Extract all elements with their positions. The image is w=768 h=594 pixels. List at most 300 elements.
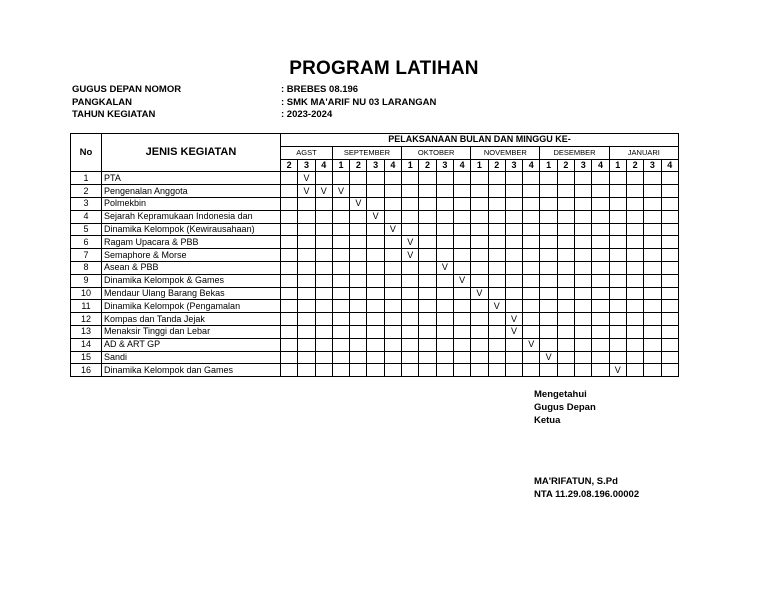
schedule-cell — [540, 197, 557, 210]
schedule-cell — [402, 313, 419, 326]
schedule-cell — [644, 313, 661, 326]
schedule-cell — [281, 300, 298, 313]
schedule-cell — [402, 300, 419, 313]
schedule-cell — [626, 300, 643, 313]
schedule-mark: V — [523, 338, 540, 351]
schedule-cell — [592, 351, 609, 364]
schedule-cell — [523, 351, 540, 364]
schedule-cell — [436, 274, 453, 287]
schedule-cell — [540, 313, 557, 326]
schedule-cell — [626, 185, 643, 198]
table-row — [71, 172, 679, 185]
schedule-cell — [419, 223, 436, 236]
schedule-cell — [592, 223, 609, 236]
schedule-cell — [488, 274, 505, 287]
schedule-cell — [367, 249, 384, 262]
schedule-cell — [419, 313, 436, 326]
row-activity: PTA — [102, 172, 281, 185]
schedule-cell — [453, 236, 470, 249]
schedule-cell — [402, 338, 419, 351]
row-activity: Dinamika Kelompok (Kewirausahaan) — [102, 223, 281, 236]
week-header: 3 — [505, 159, 522, 172]
schedule-cell — [626, 197, 643, 210]
schedule-cell — [523, 236, 540, 249]
row-number: 3 — [71, 197, 102, 210]
week-header: 3 — [367, 159, 384, 172]
schedule-cell — [626, 364, 643, 377]
schedule-table-header — [71, 134, 679, 172]
schedule-cell — [523, 249, 540, 262]
row-number: 13 — [71, 325, 102, 338]
schedule-cell — [540, 261, 557, 274]
schedule-cell — [453, 223, 470, 236]
week-header: 1 — [540, 159, 557, 172]
schedule-cell — [384, 274, 401, 287]
schedule-cell — [488, 249, 505, 262]
schedule-cell — [505, 338, 522, 351]
schedule-cell — [523, 274, 540, 287]
schedule-cell — [592, 338, 609, 351]
schedule-cell — [471, 274, 488, 287]
schedule-cell — [592, 274, 609, 287]
info-label-gugus: GUGUS DEPAN NOMOR — [72, 84, 182, 95]
schedule-cell — [315, 351, 332, 364]
schedule-cell — [505, 274, 522, 287]
month-header: DESEMBER — [540, 146, 609, 159]
table-row — [71, 223, 679, 236]
table-row — [71, 210, 679, 223]
schedule-cell — [644, 172, 661, 185]
week-header: 1 — [332, 159, 349, 172]
table-row — [71, 236, 679, 249]
table-row — [71, 185, 679, 198]
schedule-cell — [367, 274, 384, 287]
schedule-cell — [402, 364, 419, 377]
schedule-cell — [644, 210, 661, 223]
signatory-name: MA'RIFATUN, S.Pd — [534, 476, 618, 487]
schedule-cell — [609, 236, 626, 249]
schedule-cell — [332, 351, 349, 364]
schedule-cell — [281, 325, 298, 338]
schedule-cell — [350, 313, 367, 326]
schedule-cell — [436, 325, 453, 338]
week-header: 4 — [592, 159, 609, 172]
schedule-table — [70, 133, 679, 377]
info-values — [281, 84, 436, 122]
schedule-cell — [436, 223, 453, 236]
schedule-cell — [281, 338, 298, 351]
schedule-cell — [575, 261, 592, 274]
week-header: 4 — [523, 159, 540, 172]
schedule-cell — [557, 351, 574, 364]
schedule-cell — [505, 185, 522, 198]
row-activity: Asean & PBB — [102, 261, 281, 274]
schedule-cell — [298, 261, 315, 274]
schedule-cell — [523, 210, 540, 223]
schedule-cell — [523, 185, 540, 198]
schedule-cell — [453, 287, 470, 300]
schedule-cell — [557, 300, 574, 313]
schedule-cell — [367, 197, 384, 210]
table-row — [71, 287, 679, 300]
row-activity: Polmekbin — [102, 197, 281, 210]
schedule-cell — [315, 223, 332, 236]
week-header: 1 — [609, 159, 626, 172]
schedule-cell — [281, 172, 298, 185]
schedule-cell — [350, 261, 367, 274]
schedule-cell — [436, 287, 453, 300]
schedule-cell — [575, 236, 592, 249]
schedule-cell — [315, 236, 332, 249]
schedule-cell — [332, 274, 349, 287]
schedule-cell — [540, 223, 557, 236]
schedule-cell — [505, 364, 522, 377]
schedule-cell — [315, 249, 332, 262]
schedule-cell — [644, 325, 661, 338]
schedule-cell — [592, 287, 609, 300]
schedule-cell — [332, 364, 349, 377]
schedule-cell — [367, 325, 384, 338]
schedule-cell — [661, 249, 679, 262]
week-header: 3 — [298, 159, 315, 172]
schedule-cell — [384, 249, 401, 262]
schedule-cell — [350, 236, 367, 249]
schedule-cell — [281, 261, 298, 274]
schedule-cell — [592, 210, 609, 223]
schedule-cell — [298, 287, 315, 300]
row-number: 16 — [71, 364, 102, 377]
schedule-cell — [488, 364, 505, 377]
schedule-cell — [402, 287, 419, 300]
schedule-table-body — [71, 172, 679, 377]
schedule-cell — [644, 274, 661, 287]
schedule-cell — [540, 325, 557, 338]
row-number: 12 — [71, 313, 102, 326]
schedule-cell — [575, 300, 592, 313]
schedule-cell — [453, 197, 470, 210]
schedule-cell — [298, 236, 315, 249]
schedule-cell — [332, 172, 349, 185]
row-activity: AD & ART GP — [102, 338, 281, 351]
schedule-cell — [575, 223, 592, 236]
schedule-cell — [575, 351, 592, 364]
header-activity: JENIS KEGIATAN — [102, 134, 281, 172]
schedule-cell — [298, 197, 315, 210]
schedule-cell — [488, 197, 505, 210]
schedule-cell — [661, 197, 679, 210]
month-header: NOVEMBER — [471, 146, 540, 159]
schedule-cell — [436, 364, 453, 377]
schedule-cell — [592, 197, 609, 210]
schedule-mark: V — [350, 197, 367, 210]
schedule-cell — [350, 364, 367, 377]
schedule-cell — [419, 249, 436, 262]
schedule-cell — [298, 351, 315, 364]
schedule-cell — [488, 287, 505, 300]
month-header: AGST — [281, 146, 333, 159]
schedule-cell — [402, 223, 419, 236]
schedule-cell — [626, 223, 643, 236]
schedule-cell — [471, 236, 488, 249]
schedule-mark: V — [402, 249, 419, 262]
schedule-cell — [453, 313, 470, 326]
row-activity: Ragam Upacara & PBB — [102, 236, 281, 249]
schedule-cell — [575, 364, 592, 377]
schedule-cell — [626, 351, 643, 364]
schedule-cell — [523, 172, 540, 185]
schedule-cell — [540, 172, 557, 185]
schedule-cell — [505, 210, 522, 223]
row-number: 15 — [71, 351, 102, 364]
schedule-cell — [540, 364, 557, 377]
row-activity: Menaksir Tinggi dan Lebar — [102, 325, 281, 338]
schedule-cell — [402, 210, 419, 223]
schedule-cell — [471, 185, 488, 198]
schedule-cell — [436, 236, 453, 249]
schedule-cell — [609, 313, 626, 326]
schedule-cell — [453, 261, 470, 274]
schedule-cell — [523, 300, 540, 313]
schedule-cell — [557, 172, 574, 185]
schedule-cell — [281, 351, 298, 364]
schedule-cell — [350, 210, 367, 223]
schedule-cell — [557, 338, 574, 351]
schedule-cell — [609, 338, 626, 351]
schedule-cell — [281, 210, 298, 223]
week-header: 4 — [384, 159, 401, 172]
schedule-cell — [592, 236, 609, 249]
schedule-cell — [661, 223, 679, 236]
schedule-cell — [453, 351, 470, 364]
schedule-cell — [557, 236, 574, 249]
schedule-cell — [436, 185, 453, 198]
schedule-cell — [471, 172, 488, 185]
row-number: 7 — [71, 249, 102, 262]
schedule-cell — [332, 236, 349, 249]
schedule-cell — [557, 287, 574, 300]
schedule-cell — [281, 287, 298, 300]
schedule-cell — [626, 249, 643, 262]
schedule-mark: V — [402, 236, 419, 249]
signatory-nta: NTA 11.29.08.196.00002 — [534, 489, 640, 500]
schedule-cell — [419, 261, 436, 274]
schedule-cell — [384, 325, 401, 338]
month-header: JANUARI — [609, 146, 678, 159]
schedule-cell — [609, 210, 626, 223]
schedule-cell — [419, 300, 436, 313]
schedule-cell — [402, 185, 419, 198]
schedule-cell — [350, 249, 367, 262]
schedule-cell — [471, 249, 488, 262]
table-row — [71, 325, 679, 338]
schedule-cell — [505, 351, 522, 364]
schedule-cell — [471, 338, 488, 351]
signature-line: Mengetahui — [534, 389, 587, 400]
schedule-mark: V — [367, 210, 384, 223]
schedule-cell — [384, 287, 401, 300]
schedule-cell — [402, 261, 419, 274]
schedule-mark: V — [315, 185, 332, 198]
row-activity: Dinamika Kelompok & Games — [102, 274, 281, 287]
info-label-tahun: TAHUN KEGIATAN — [72, 109, 156, 120]
schedule-cell — [315, 274, 332, 287]
schedule-cell — [281, 249, 298, 262]
row-number: 9 — [71, 274, 102, 287]
schedule-cell — [644, 223, 661, 236]
schedule-cell — [453, 172, 470, 185]
schedule-cell — [505, 300, 522, 313]
schedule-cell — [557, 249, 574, 262]
schedule-mark: V — [471, 287, 488, 300]
table-row — [71, 300, 679, 313]
schedule-cell — [626, 287, 643, 300]
schedule-cell — [626, 210, 643, 223]
schedule-cell — [592, 325, 609, 338]
schedule-mark: V — [505, 313, 522, 326]
schedule-cell — [557, 364, 574, 377]
info-value-gugus: : BREBES 08.196 — [281, 84, 359, 95]
schedule-mark: V — [453, 274, 470, 287]
schedule-cell — [332, 223, 349, 236]
row-number: 10 — [71, 287, 102, 300]
schedule-cell — [384, 185, 401, 198]
schedule-cell — [384, 364, 401, 377]
schedule-cell — [505, 236, 522, 249]
schedule-cell — [644, 261, 661, 274]
table-row — [71, 261, 679, 274]
schedule-cell — [298, 249, 315, 262]
schedule-cell — [298, 364, 315, 377]
schedule-cell — [471, 325, 488, 338]
schedule-cell — [419, 236, 436, 249]
schedule-cell — [367, 287, 384, 300]
schedule-cell — [488, 338, 505, 351]
week-header: 4 — [453, 159, 470, 172]
schedule-cell — [575, 338, 592, 351]
schedule-cell — [609, 172, 626, 185]
schedule-cell — [609, 300, 626, 313]
schedule-cell — [523, 197, 540, 210]
schedule-mark: V — [609, 364, 626, 377]
schedule-cell — [540, 274, 557, 287]
schedule-cell — [281, 185, 298, 198]
schedule-cell — [626, 313, 643, 326]
schedule-mark: V — [488, 300, 505, 313]
schedule-cell — [644, 236, 661, 249]
schedule-cell — [488, 210, 505, 223]
schedule-cell — [315, 287, 332, 300]
schedule-cell — [419, 351, 436, 364]
schedule-cell — [557, 274, 574, 287]
schedule-cell — [592, 185, 609, 198]
info-label-pangkalan: PANGKALAN — [72, 96, 132, 108]
schedule-cell — [523, 325, 540, 338]
schedule-cell — [661, 210, 679, 223]
schedule-cell — [626, 261, 643, 274]
schedule-cell — [488, 351, 505, 364]
row-number: 2 — [71, 185, 102, 198]
week-header: 2 — [281, 159, 298, 172]
schedule-cell — [419, 210, 436, 223]
table-row — [71, 274, 679, 287]
schedule-cell — [661, 300, 679, 313]
schedule-cell — [471, 313, 488, 326]
schedule-cell — [505, 223, 522, 236]
week-header: 2 — [350, 159, 367, 172]
row-activity: Pengenalan Anggota — [102, 185, 281, 198]
schedule-cell — [661, 287, 679, 300]
schedule-cell — [402, 197, 419, 210]
week-header: 3 — [644, 159, 661, 172]
schedule-mark: V — [384, 223, 401, 236]
schedule-cell — [367, 351, 384, 364]
schedule-cell — [453, 364, 470, 377]
schedule-cell — [644, 300, 661, 313]
schedule-cell — [453, 325, 470, 338]
table-row — [71, 364, 679, 377]
schedule-cell — [575, 287, 592, 300]
signature-line: Ketua — [534, 415, 561, 426]
schedule-cell — [505, 172, 522, 185]
schedule-cell — [298, 210, 315, 223]
schedule-cell — [332, 325, 349, 338]
schedule-cell — [384, 172, 401, 185]
schedule-cell — [367, 172, 384, 185]
schedule-cell — [350, 287, 367, 300]
schedule-cell — [384, 300, 401, 313]
schedule-cell — [384, 351, 401, 364]
schedule-cell — [626, 325, 643, 338]
schedule-cell — [315, 210, 332, 223]
info-labels — [72, 84, 181, 122]
schedule-cell — [557, 223, 574, 236]
schedule-cell — [332, 338, 349, 351]
schedule-cell — [419, 287, 436, 300]
schedule-cell — [661, 236, 679, 249]
schedule-cell — [471, 197, 488, 210]
schedule-cell — [488, 313, 505, 326]
schedule-cell — [384, 210, 401, 223]
schedule-cell — [384, 197, 401, 210]
row-number: 4 — [71, 210, 102, 223]
schedule-cell — [281, 223, 298, 236]
schedule-cell — [332, 249, 349, 262]
schedule-cell — [436, 300, 453, 313]
schedule-cell — [609, 351, 626, 364]
schedule-cell — [661, 325, 679, 338]
schedule-cell — [609, 287, 626, 300]
schedule-cell — [626, 172, 643, 185]
schedule-cell — [350, 351, 367, 364]
schedule-cell — [505, 197, 522, 210]
schedule-cell — [350, 300, 367, 313]
schedule-cell — [609, 185, 626, 198]
week-header: 3 — [575, 159, 592, 172]
schedule-cell — [315, 313, 332, 326]
schedule-cell — [575, 313, 592, 326]
schedule-cell — [367, 313, 384, 326]
schedule-cell — [419, 364, 436, 377]
schedule-cell — [644, 185, 661, 198]
row-activity: Dinamika Kelompok (Pengamalan — [102, 300, 281, 313]
schedule-cell — [281, 236, 298, 249]
schedule-cell — [471, 261, 488, 274]
schedule-cell — [488, 223, 505, 236]
schedule-cell — [592, 300, 609, 313]
schedule-cell — [609, 249, 626, 262]
signature-line: Gugus Depan — [534, 402, 596, 413]
schedule-cell — [453, 338, 470, 351]
